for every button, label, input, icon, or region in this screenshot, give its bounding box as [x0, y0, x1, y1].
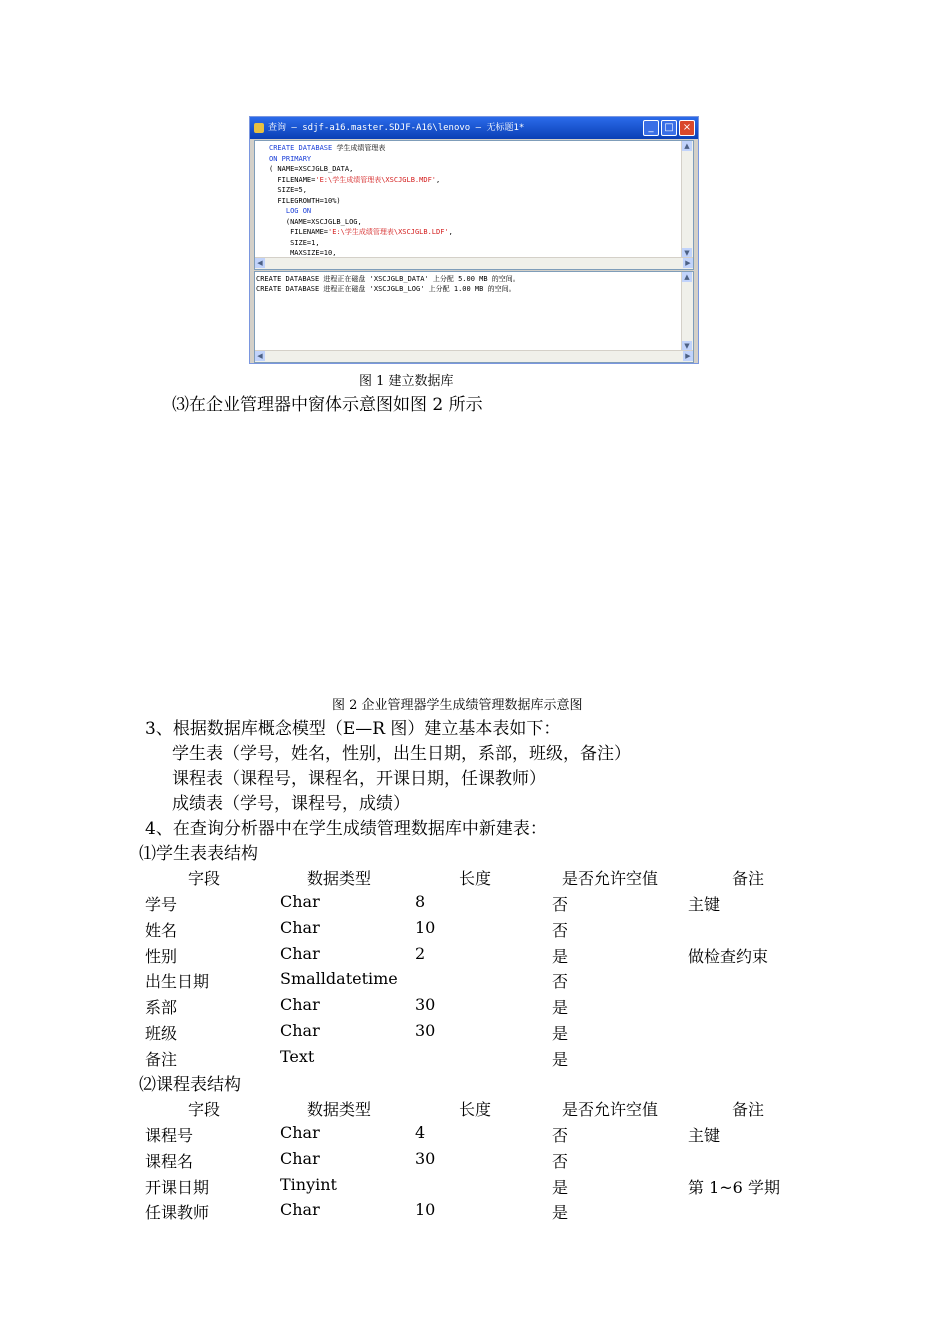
code-token: FILENAME= [269, 228, 329, 236]
code-line [269, 143, 681, 154]
table-cell: 2 [415, 943, 426, 963]
table-cell: Char [280, 995, 320, 1015]
table-cell: 否 [552, 1126, 569, 1145]
figure-2-intro: ⑶在企业管理器中窗体示意图如图 2 所示 [172, 395, 483, 415]
messages-output [255, 272, 681, 350]
code-token: MAXSIZE=10, [269, 249, 337, 257]
table-cell: 8 [415, 892, 426, 911]
table-cell: 30 [415, 995, 436, 1015]
results-pane[interactable] [254, 271, 694, 363]
table-cell: 是 [552, 1203, 569, 1223]
code-line [269, 175, 681, 186]
code-line [269, 164, 681, 175]
scroll-up-icon[interactable]: ▲ [682, 272, 692, 282]
table-cell: 否 [552, 972, 569, 992]
scroll-left-icon[interactable]: ◀ [255, 351, 265, 361]
column-header: 备注 [732, 869, 765, 888]
score-table-def: 成绩表（学号，课程号，成绩） [172, 794, 410, 814]
table-cell: 30 [415, 1148, 436, 1168]
table-cell: 否 [552, 895, 569, 914]
table-cell: 否 [552, 920, 569, 940]
query-editor-pane[interactable] [254, 140, 694, 270]
table-row [0, 892, 950, 916]
table-cell: 系部 [145, 998, 178, 1018]
table-cell: Smalldatetime [280, 969, 398, 989]
table-1-title: ⑴学生表表结构 [139, 844, 258, 864]
output-line: CREATE DATABASE 进程正在磁盘 'XSCJGLB_DATA' 上分配 5.00 MB 的空间。 [256, 275, 520, 283]
column-header: 字段 [188, 869, 221, 888]
table-2-title: ⑵课程表结构 [139, 1075, 241, 1095]
table-cell: 30 [415, 1021, 436, 1040]
table-cell: 做检查约束 [688, 946, 769, 966]
results-horizontal-scrollbar[interactable] [255, 350, 693, 362]
code-token: , [436, 175, 441, 184]
table-cell: Char [280, 1200, 320, 1220]
code-line [269, 206, 681, 217]
table-cell: 开课日期 [145, 1177, 210, 1197]
table-cell: 10 [415, 1200, 436, 1220]
column-header: 数据类型 [307, 869, 372, 888]
table-cell: 姓名 [145, 920, 178, 940]
table-row [0, 1175, 950, 1199]
table-cell: 出生日期 [145, 972, 210, 992]
table-cell: 学号 [145, 895, 178, 914]
code-line [269, 238, 681, 249]
sql-code[interactable] [255, 141, 681, 257]
table-row [0, 969, 950, 993]
table-row [0, 1123, 950, 1147]
code-token: , [448, 228, 453, 236]
table-row [0, 918, 950, 942]
output-line: CREATE DATABASE 进程正在磁盘 'XSCJGLB_LOG' 上分配 1.00 MB 的空间。 [256, 285, 516, 293]
code-token: FILEGROWTH=10%) [269, 196, 341, 205]
section-3-heading: 3、根据数据库概念模型（E—R 图）建立基本表如下： [145, 719, 561, 739]
table-cell: 任课教师 [145, 1203, 210, 1223]
minimize-button[interactable]: _ [643, 120, 659, 136]
query-window-icon [254, 123, 264, 133]
column-header: 字段 [188, 1100, 221, 1119]
query-analyzer-window [249, 116, 699, 364]
column-header: 长度 [459, 1100, 492, 1119]
code-token: ON PRIMARY [269, 154, 312, 163]
table-cell: 是 [552, 946, 569, 966]
scroll-down-icon[interactable]: ▼ [682, 341, 692, 351]
scroll-down-icon[interactable]: ▼ [682, 248, 692, 258]
code-line [269, 217, 681, 228]
close-button[interactable]: × [679, 120, 695, 136]
section-4-heading: 4、在查询分析器中在学生成绩管理数据库中新建表： [145, 819, 547, 839]
figure-2-caption: 图 2 企业管理器学生成绩管理数据库示意图 [332, 698, 583, 713]
code-line [269, 185, 681, 196]
code-line [269, 196, 681, 207]
code-token: ( NAME=XSCJGLB_DATA, [269, 165, 354, 173]
column-header: 数据类型 [307, 1100, 372, 1119]
editor-vertical-scrollbar[interactable] [681, 141, 693, 258]
scroll-up-icon[interactable]: ▲ [682, 141, 692, 151]
course-table-def: 课程表（课程号，课程名，开课日期，任课教师） [172, 769, 546, 789]
column-header: 是否允许空值 [562, 1100, 659, 1119]
table-cell: 4 [415, 1123, 426, 1142]
table-cell: 性别 [145, 946, 178, 966]
table-header-row [0, 866, 950, 890]
table-cell: 课程号 [145, 1126, 194, 1145]
figure-1-caption: 图 1 建立数据库 [359, 374, 454, 389]
table-cell: Char [280, 943, 320, 963]
code-token: (NAME=XSCJGLB_LOG, [269, 217, 362, 226]
code-token: 'E:\学生成绩管理表\XSCJGLB.MDF' [315, 175, 437, 184]
table-cell: 是 [552, 1024, 569, 1043]
code-token: SIZE=1, [269, 238, 320, 247]
scroll-right-icon[interactable]: ▶ [683, 351, 693, 361]
maximize-button[interactable]: □ [661, 120, 677, 136]
code-token: 'E:\学生成绩管理表\XSCJGLB.LDF' [328, 228, 449, 236]
table-cell: Text [280, 1046, 315, 1066]
table-row [0, 1200, 950, 1224]
table-row [0, 1047, 950, 1071]
scroll-right-icon[interactable]: ▶ [683, 258, 693, 268]
table-cell: Char [280, 1148, 320, 1168]
table-header-row [0, 1097, 950, 1121]
table-cell: 课程名 [145, 1151, 194, 1171]
table-cell: 备注 [145, 1049, 178, 1069]
column-header: 长度 [459, 869, 492, 888]
table-cell: 是 [552, 998, 569, 1018]
table-cell: 主键 [688, 895, 721, 914]
code-line [269, 154, 681, 165]
column-header: 备注 [732, 1100, 765, 1119]
window-title: 查询 — sdjf-a16.master.SDJF-A16\lenovo — 无标题1* [268, 123, 525, 133]
code-token: 学生成绩管理表 [336, 144, 386, 152]
table-cell: 主键 [688, 1126, 721, 1145]
table-cell: 班级 [145, 1024, 178, 1043]
code-token: LOG ON [269, 207, 312, 215]
code-token: CREATE DATABASE [269, 144, 337, 152]
editor-horizontal-scrollbar[interactable] [255, 257, 693, 269]
table-cell: Char [280, 917, 320, 937]
code-line [269, 227, 681, 238]
table-cell: Char [280, 1123, 320, 1142]
table-row [0, 944, 950, 968]
table-cell: 10 [415, 917, 436, 937]
table-row [0, 1149, 950, 1173]
table-cell: 是 [552, 1049, 569, 1069]
results-vertical-scrollbar[interactable] [681, 272, 693, 351]
table-cell: Char [280, 892, 320, 911]
table-cell: 第 1~6 学期 [688, 1177, 780, 1197]
table-cell: 是 [552, 1177, 569, 1197]
table-cell: 否 [552, 1151, 569, 1171]
table-cell: Tinyint [280, 1174, 337, 1194]
code-token: FILENAME= [269, 175, 316, 184]
student-table-def: 学生表（学号，姓名，性别，出生日期，系部，班级，备注） [172, 744, 631, 764]
table-cell: Char [280, 1021, 320, 1040]
table-row [0, 1021, 950, 1045]
code-token: SIZE=5, [269, 186, 307, 194]
table-row [0, 995, 950, 1019]
column-header: 是否允许空值 [562, 869, 659, 888]
scroll-left-icon[interactable]: ◀ [255, 258, 265, 268]
window-titlebar [250, 117, 698, 139]
